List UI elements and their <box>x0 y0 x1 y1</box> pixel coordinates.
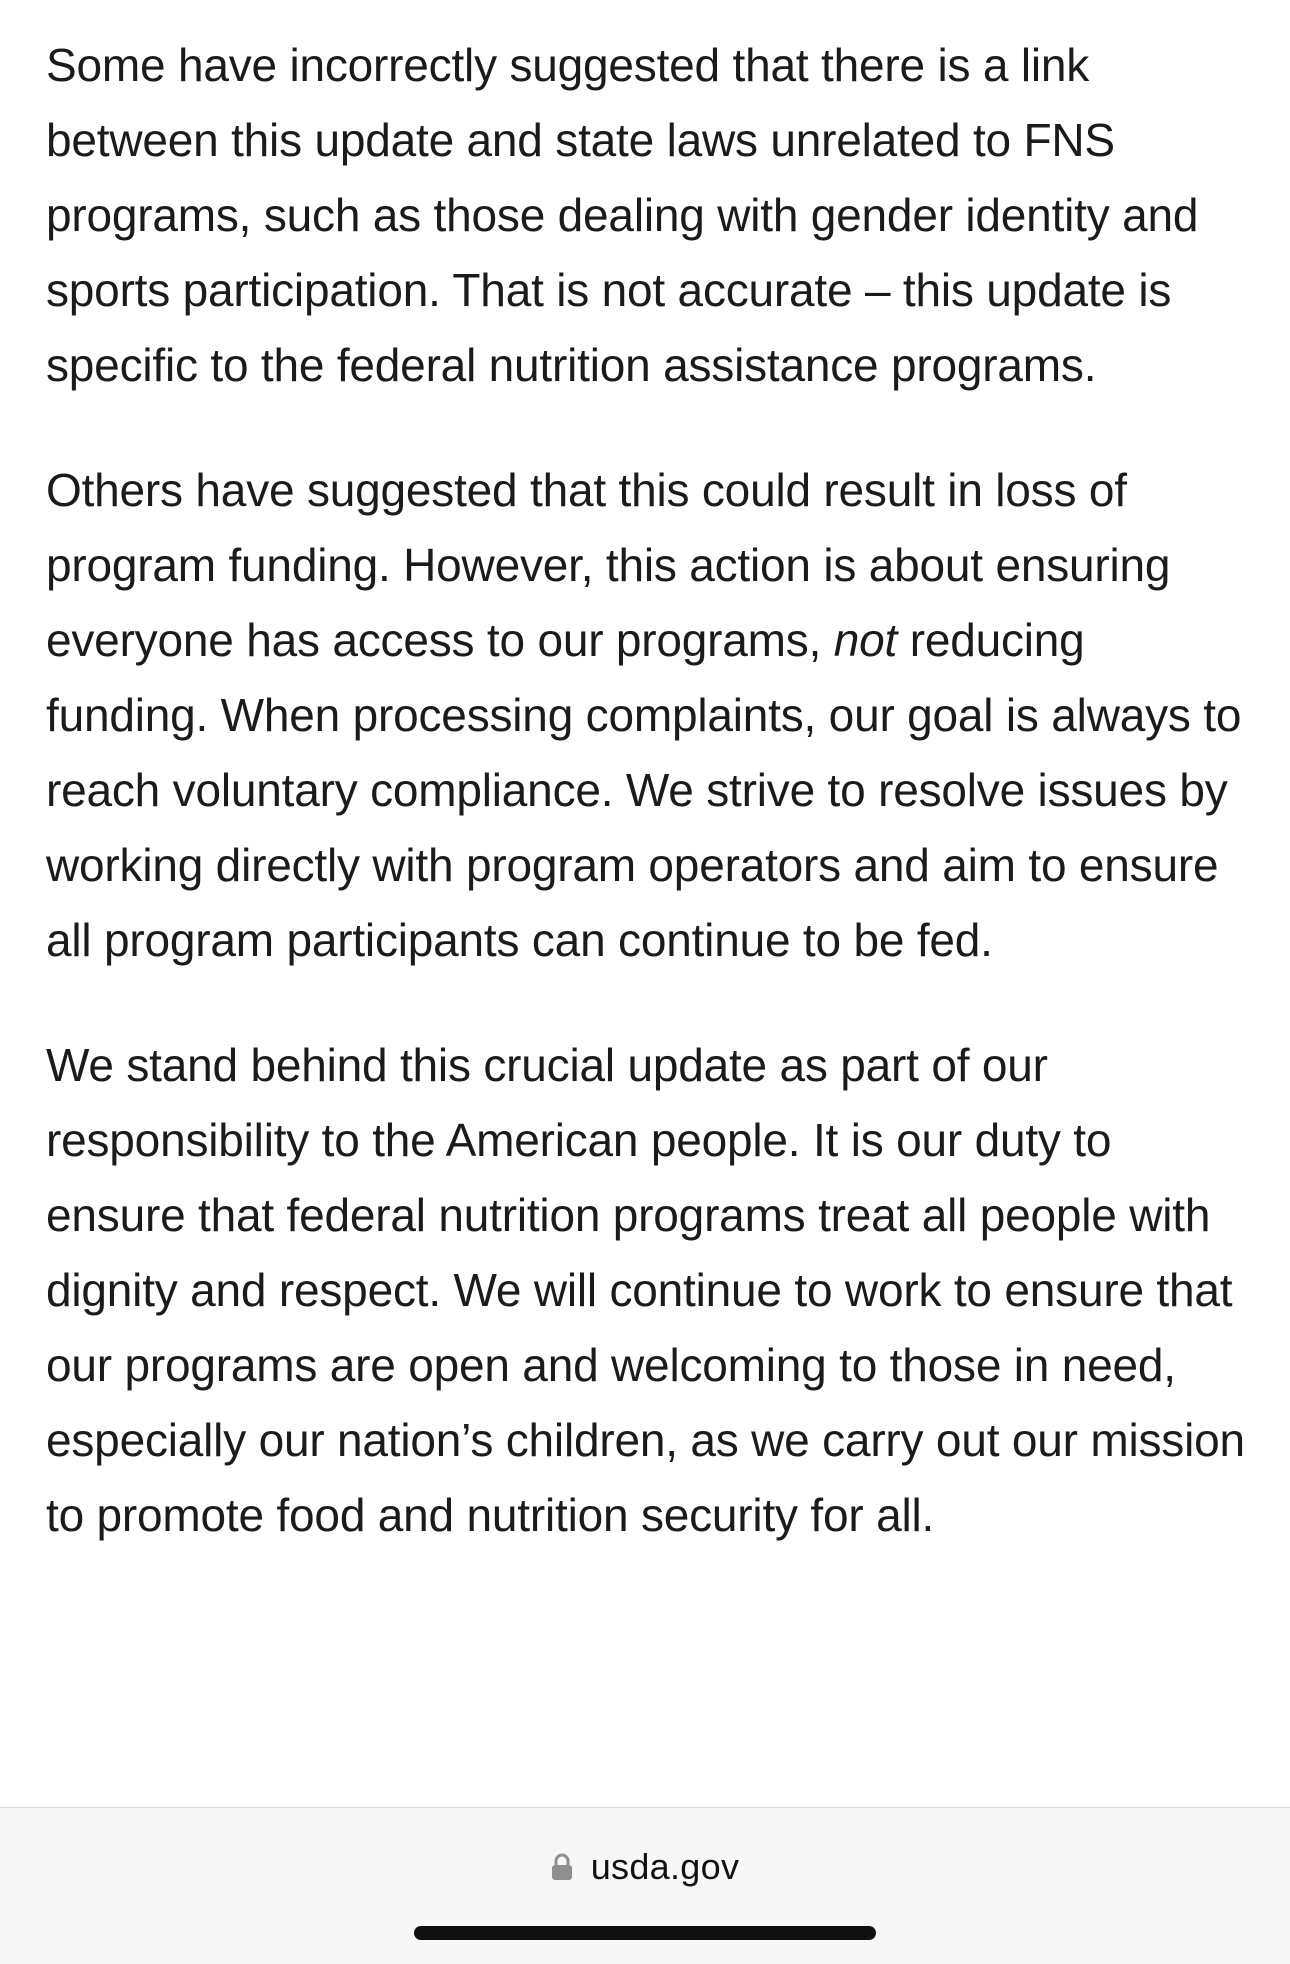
lock-icon <box>551 1853 573 1881</box>
paragraph-text: reducing funding. When processing complaints, our goal is always to reach voluntary compliance. We strive to resolve issues by working directly with program operators and aim to ensure all program participants can continue to be fed. <box>46 614 1242 966</box>
emphasis-text: not <box>833 614 898 666</box>
paragraph-gender-identity: Some have incorrectly suggested that there is a link between this update and state laws unrelated to FNS programs, such as those dealing with gender identity and sports participation. That is not accurate – this update is specific to the federal nutrition assistance programs. <box>46 39 1199 391</box>
url-text[interactable]: usda.gov <box>590 1846 740 1887</box>
paragraph-program-funding <box>46 453 1256 978</box>
home-indicator[interactable] <box>414 1926 876 1940</box>
paragraph-text: Others have suggested that this could result in loss of program funding. However, this action is about ensuring everyone has access to our programs, <box>46 464 1171 666</box>
paragraph-commitment: We stand behind this crucial update as part of our responsibility to the American people. It is our duty to ensure that federal nutrition programs treat all people with dignity and respect. We will continue to work to ensure that our programs are open and welcoming to those in need, especially our nation’s children, as we carry out our mission to promote food and nutrition security for all. <box>46 1039 1245 1541</box>
article-body <box>46 28 1256 1603</box>
url-field[interactable] <box>0 1846 1290 1888</box>
browser-address-bar[interactable] <box>0 1807 1290 1964</box>
